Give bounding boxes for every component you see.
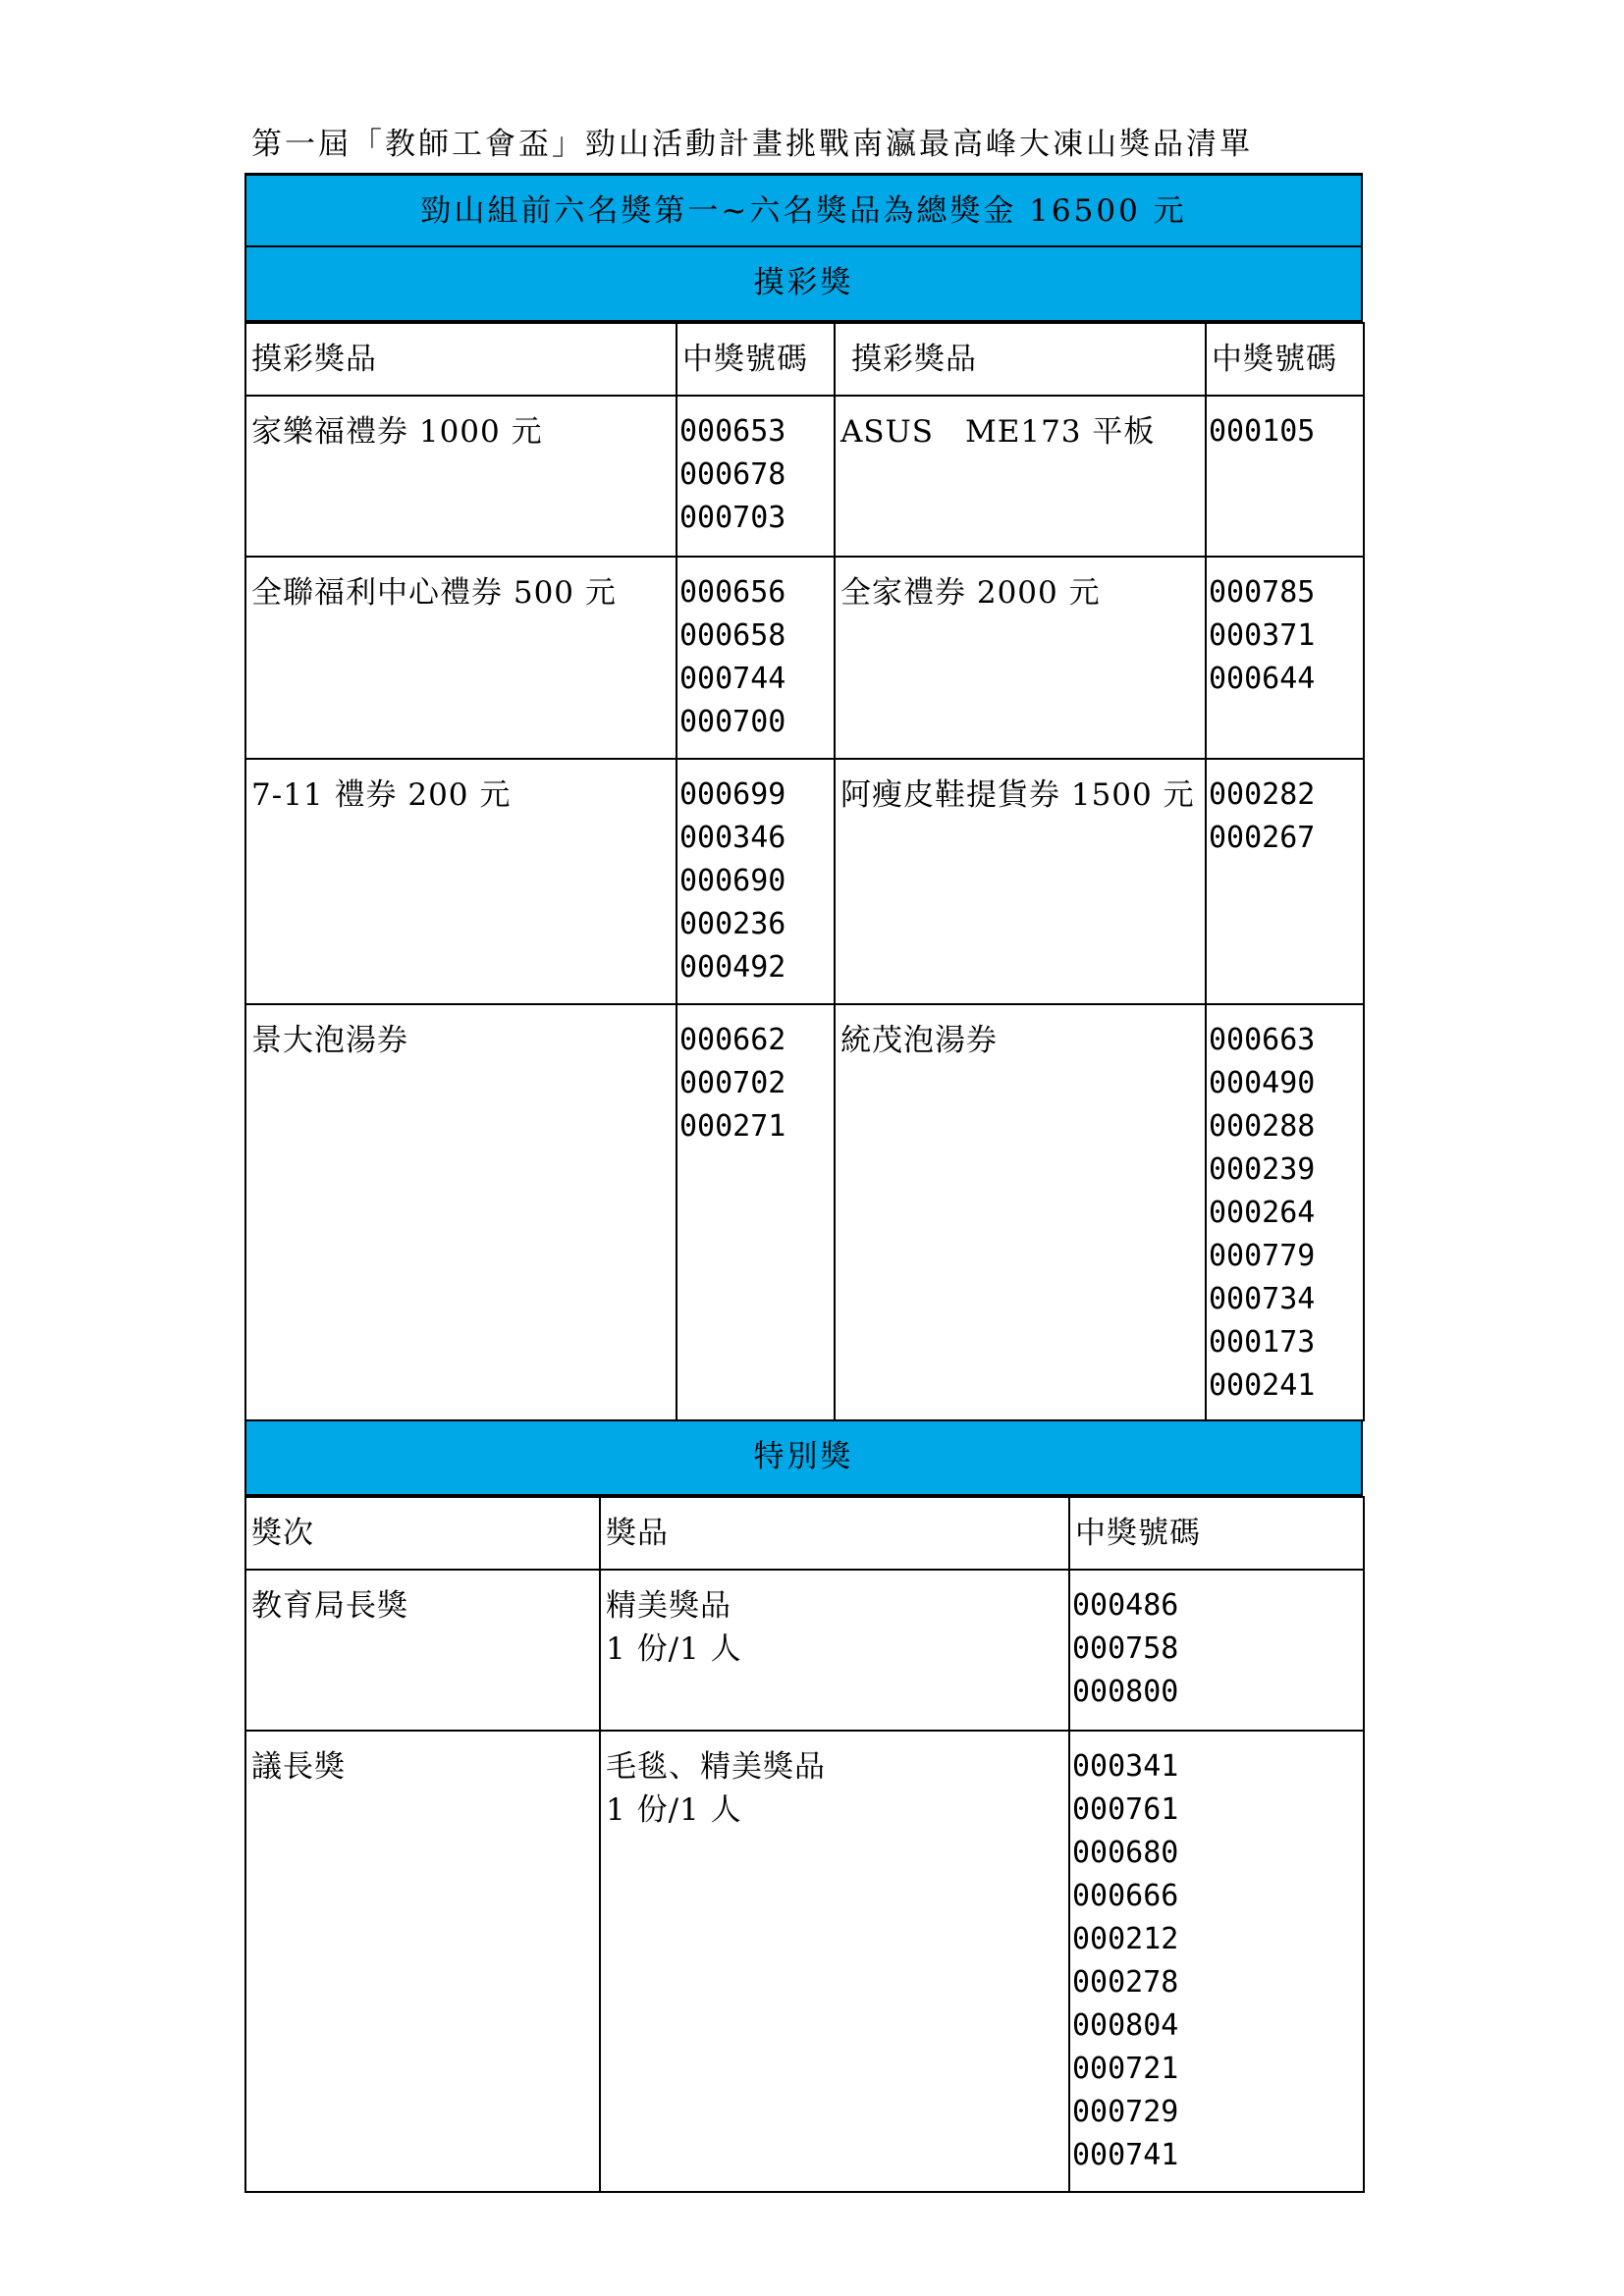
winning-number: 000666 bbox=[1072, 1879, 1179, 1913]
winning-numbers bbox=[677, 759, 835, 1004]
award-prize-line: 毛毯、精美獎品 bbox=[606, 1749, 826, 1785]
prize-name: 阿瘦皮鞋提貨券 1500 元 bbox=[835, 759, 1206, 1004]
winning-number: 000699 bbox=[679, 777, 786, 812]
special-header-prize: 獎品 bbox=[600, 1497, 1069, 1570]
table-row bbox=[245, 759, 1364, 1004]
winning-number: 000703 bbox=[679, 501, 786, 535]
document-title: 第一屆「教師工會盃」勁山活動計畫挑戰南瀛最高峰大凍山獎品清單 bbox=[251, 127, 1253, 162]
special-section-title: 特別獎 bbox=[244, 1421, 1363, 1496]
winning-number: 000486 bbox=[1072, 1588, 1179, 1623]
special-table bbox=[244, 1496, 1365, 2193]
winning-number: 000105 bbox=[1209, 414, 1316, 449]
winning-number: 000490 bbox=[1209, 1066, 1316, 1100]
prize-name: 7-11 禮券 200 元 bbox=[245, 759, 677, 1004]
winning-numbers bbox=[1206, 557, 1364, 759]
winning-numbers bbox=[1206, 396, 1364, 557]
award-prize bbox=[600, 1731, 1069, 2192]
award-prize-line: 精美獎品 bbox=[606, 1588, 731, 1624]
lottery-header-prize-right: 摸彩獎品 bbox=[835, 323, 1206, 396]
winning-number: 000729 bbox=[1072, 2095, 1179, 2129]
award-prize-line: 1 份/1 人 bbox=[606, 1792, 742, 1828]
winning-number: 000278 bbox=[1072, 1965, 1179, 2000]
prize-name: 全家禮券 2000 元 bbox=[835, 557, 1206, 759]
winning-number: 000212 bbox=[1072, 1922, 1179, 1956]
prize-name: 統茂泡湯券 bbox=[835, 1004, 1206, 1420]
winning-numbers bbox=[677, 396, 835, 557]
lottery-header-prize-left: 摸彩獎品 bbox=[245, 323, 677, 396]
winning-number: 000680 bbox=[1072, 1836, 1179, 1870]
special-header-number: 中獎號碼 bbox=[1069, 1497, 1364, 1570]
special-header-award: 獎次 bbox=[245, 1497, 600, 1570]
prize-name: ASUS ME173 平板 bbox=[835, 396, 1206, 557]
winning-numbers bbox=[1069, 1731, 1364, 2192]
winning-number: 000800 bbox=[1072, 1675, 1179, 1709]
winning-number: 000282 bbox=[1209, 777, 1316, 812]
winning-number: 000653 bbox=[679, 414, 786, 449]
winning-number: 000734 bbox=[1209, 1282, 1316, 1316]
prize-name: 家樂福禮券 1000 元 bbox=[245, 396, 677, 557]
winning-number: 000758 bbox=[1072, 1631, 1179, 1666]
table-row bbox=[245, 1004, 1364, 1420]
award-prize-line: 1 份/1 人 bbox=[606, 1631, 742, 1667]
lottery-header-number-left: 中獎號碼 bbox=[677, 323, 835, 396]
winning-numbers bbox=[677, 1004, 835, 1420]
winning-number: 000721 bbox=[1072, 2052, 1179, 2086]
special-header-row bbox=[245, 1497, 1364, 1570]
winning-number: 000644 bbox=[1209, 662, 1316, 696]
winning-number: 000241 bbox=[1209, 1368, 1316, 1403]
winning-number: 000804 bbox=[1072, 2008, 1179, 2043]
winning-number: 000492 bbox=[679, 950, 786, 985]
winning-number: 000779 bbox=[1209, 1239, 1316, 1273]
prize-name: 全聯福利中心禮券 500 元 bbox=[245, 557, 677, 759]
award-name: 議長獎 bbox=[245, 1731, 600, 2192]
prize-name: 景大泡湯券 bbox=[245, 1004, 677, 1420]
award-prize bbox=[600, 1570, 1069, 1731]
winning-number: 000678 bbox=[679, 457, 786, 492]
table-row bbox=[245, 557, 1364, 759]
winning-number: 000744 bbox=[679, 662, 786, 696]
winning-number: 000341 bbox=[1072, 1749, 1179, 1784]
top-prize-banner: 勁山組前六名獎第一~六名獎品為總獎金 16500 元 bbox=[244, 173, 1363, 247]
winning-number: 000656 bbox=[679, 575, 786, 610]
winning-number: 000663 bbox=[1209, 1023, 1316, 1057]
winning-number: 000271 bbox=[679, 1109, 786, 1144]
winning-numbers bbox=[677, 557, 835, 759]
winning-number: 000239 bbox=[1209, 1152, 1316, 1187]
lottery-header-number-right: 中獎號碼 bbox=[1206, 323, 1364, 396]
table-row bbox=[245, 1570, 1364, 1731]
winning-number: 000264 bbox=[1209, 1196, 1316, 1230]
winning-number: 000690 bbox=[679, 864, 786, 898]
winning-number: 000700 bbox=[679, 705, 786, 739]
table-row bbox=[245, 1731, 1364, 2192]
award-name: 教育局長獎 bbox=[245, 1570, 600, 1731]
winning-numbers bbox=[1069, 1570, 1364, 1731]
winning-number: 000371 bbox=[1209, 618, 1316, 653]
table-row bbox=[245, 396, 1364, 557]
winning-number: 000702 bbox=[679, 1066, 786, 1100]
lottery-header-row bbox=[245, 323, 1364, 396]
lottery-table bbox=[244, 322, 1365, 1421]
winning-number: 000761 bbox=[1072, 1792, 1179, 1827]
prize-list-table bbox=[244, 173, 1363, 2193]
winning-numbers bbox=[1206, 1004, 1364, 1420]
winning-number: 000173 bbox=[1209, 1325, 1316, 1360]
winning-number: 000658 bbox=[679, 618, 786, 653]
winning-number: 000346 bbox=[679, 821, 786, 855]
winning-number: 000267 bbox=[1209, 821, 1316, 855]
winning-numbers bbox=[1206, 759, 1364, 1004]
winning-number: 000236 bbox=[679, 907, 786, 941]
winning-number: 000288 bbox=[1209, 1109, 1316, 1144]
lottery-section-title: 摸彩獎 bbox=[244, 247, 1363, 322]
winning-number: 000785 bbox=[1209, 575, 1316, 610]
winning-number: 000662 bbox=[679, 1023, 786, 1057]
winning-number: 000741 bbox=[1072, 2138, 1179, 2172]
